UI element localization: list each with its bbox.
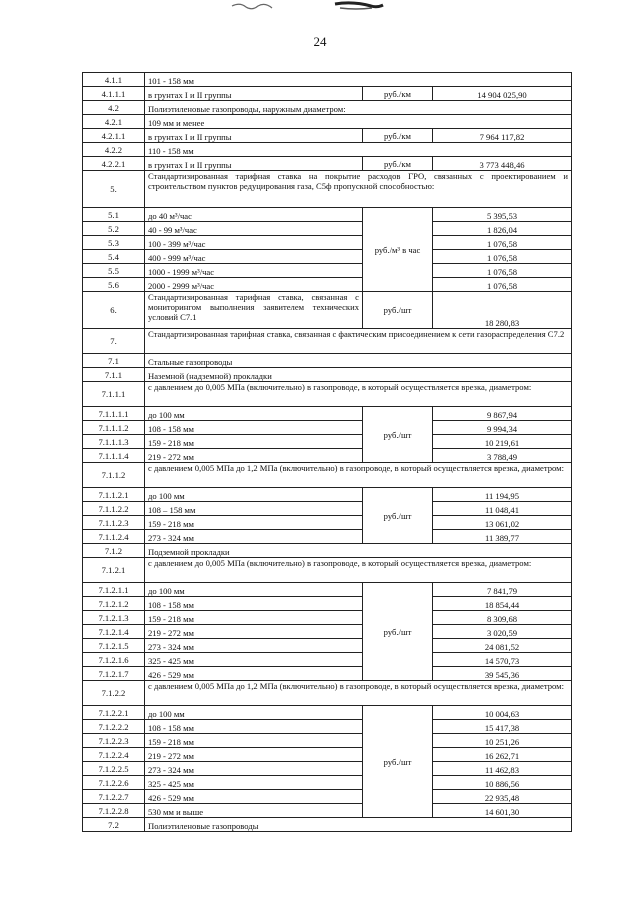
row-description: 159 - 218 мм — [145, 611, 363, 625]
row-description: 159 - 218 мм — [145, 435, 363, 449]
table-row — [83, 762, 572, 776]
row-number: 7.1 — [83, 354, 145, 368]
row-value: 3 773 448,46 — [433, 157, 572, 171]
table-row — [83, 639, 572, 653]
row-number: 7.1.2.1.7 — [83, 667, 145, 681]
table-row — [83, 115, 572, 129]
row-number: 7.1.2.2.3 — [83, 734, 145, 748]
table-row — [83, 583, 572, 597]
row-value: 8 309,68 — [433, 611, 572, 625]
table-row — [83, 421, 572, 435]
table-row — [83, 544, 572, 558]
table-row — [83, 208, 572, 222]
row-description: с давлением до 0,005 МПа (включительно) в газопроводе, в который осуществляется врезка, диаметром: — [145, 382, 572, 407]
table-row — [83, 502, 572, 516]
row-number: 5.5 — [83, 264, 145, 278]
row-number: 5.2 — [83, 222, 145, 236]
row-value: 10 251,26 — [433, 734, 572, 748]
table-row — [83, 706, 572, 720]
row-value: 1 076,58 — [433, 278, 572, 292]
row-description: 219 - 272 мм — [145, 449, 363, 463]
row-description: в грунтах I и II группы — [145, 129, 363, 143]
row-number: 7.1.1.1.1 — [83, 407, 145, 421]
row-number: 4.2 — [83, 101, 145, 115]
row-value: 11 194,95 — [433, 488, 572, 502]
row-description: 219 - 272 мм — [145, 748, 363, 762]
row-number: 7.1.2.1 — [83, 558, 145, 583]
row-description: с давлением до 0,005 МПа (включительно) в газопроводе, в который осуществляется врезка, диаметром: — [145, 558, 572, 583]
row-number: 7.1.2.2.4 — [83, 748, 145, 762]
row-description: 159 - 218 мм — [145, 734, 363, 748]
row-description: 109 мм и менее — [145, 115, 572, 129]
row-number: 7.1.1.2.2 — [83, 502, 145, 516]
row-number: 5.4 — [83, 250, 145, 264]
row-value: 13 061,02 — [433, 516, 572, 530]
row-value: 5 395,53 — [433, 208, 572, 222]
row-description: Стальные газопроводы — [145, 354, 572, 368]
row-description: до 100 мм — [145, 407, 363, 421]
table-row — [83, 73, 572, 87]
row-description: до 100 мм — [145, 583, 363, 597]
row-number: 7.1.2.1.1 — [83, 583, 145, 597]
row-description: 219 - 272 мм — [145, 625, 363, 639]
row-number: 7.1.1.2.1 — [83, 488, 145, 502]
row-description: 400 - 999 м³/час — [145, 250, 363, 264]
row-number: 7.1.2.2.8 — [83, 804, 145, 818]
table-row — [83, 87, 572, 101]
row-unit: руб./км — [363, 87, 433, 101]
row-description: 530 мм и выше — [145, 804, 363, 818]
row-description: 100 - 399 м³/час — [145, 236, 363, 250]
row-unit: руб./шт — [363, 488, 433, 544]
row-description: 426 - 529 мм — [145, 790, 363, 804]
row-number: 4.1.1 — [83, 73, 145, 87]
row-number: 5.1 — [83, 208, 145, 222]
row-description: 325 - 425 мм — [145, 653, 363, 667]
row-value: 1 076,58 — [433, 236, 572, 250]
row-value: 11 462,83 — [433, 762, 572, 776]
row-unit: руб./шт — [363, 292, 433, 329]
row-description: Стандартизированная тарифная ставка на покрытие расходов ГРО, связанных с проектированием и строительством пунктов редуцирования газа, С5ф пропускной способностью: — [145, 171, 572, 208]
row-description: 1000 - 1999 м³/час — [145, 264, 363, 278]
row-number: 7.1.1.2 — [83, 463, 145, 488]
row-description: 273 - 324 мм — [145, 639, 363, 653]
row-value: 10 886,56 — [433, 776, 572, 790]
row-description: в грунтах I и II группы — [145, 157, 363, 171]
table-row — [83, 625, 572, 639]
tariff-table — [82, 72, 572, 832]
table-row — [83, 264, 572, 278]
scan-artifact — [0, 0, 640, 20]
row-value: 16 262,71 — [433, 748, 572, 762]
row-description: 108 - 158 мм — [145, 421, 363, 435]
table-row — [83, 667, 572, 681]
table-row — [83, 129, 572, 143]
table-row — [83, 463, 572, 488]
table-row — [83, 818, 572, 832]
row-description: 159 - 218 мм — [145, 516, 363, 530]
row-number: 4.2.2 — [83, 143, 145, 157]
row-description: 110 - 158 мм — [145, 143, 572, 157]
row-description: в грунтах I и II группы — [145, 87, 363, 101]
table-row — [83, 597, 572, 611]
row-description: Подземной прокладки — [145, 544, 572, 558]
table-row — [83, 292, 572, 329]
row-number: 7.1.1.2.4 — [83, 530, 145, 544]
table-row — [83, 516, 572, 530]
row-value: 3 020,59 — [433, 625, 572, 639]
table-row — [83, 530, 572, 544]
table-row — [83, 435, 572, 449]
row-description: с давлением 0,005 МПа до 1,2 МПа (включительно) в газопроводе, в который осуществляется врезка, диаметром: — [145, 463, 572, 488]
table-row — [83, 250, 572, 264]
row-number: 7.1.2.2.6 — [83, 776, 145, 790]
row-value: 7 964 117,82 — [433, 129, 572, 143]
row-number: 7.2 — [83, 818, 145, 832]
row-number: 7.1.1.1.2 — [83, 421, 145, 435]
row-value: 1 076,58 — [433, 250, 572, 264]
table-row — [83, 611, 572, 625]
row-value: 39 545,36 — [433, 667, 572, 681]
row-description: 101 - 158 мм — [145, 73, 572, 87]
table-row — [83, 681, 572, 706]
row-description: Полиэтиленовые газопроводы, наружным диаметром: — [145, 101, 572, 115]
row-description: 426 - 529 мм — [145, 667, 363, 681]
table-row — [83, 407, 572, 421]
table-row — [83, 222, 572, 236]
row-number: 7.1.2.2.7 — [83, 790, 145, 804]
row-number: 7.1.2.2.2 — [83, 720, 145, 734]
row-value: 22 935,48 — [433, 790, 572, 804]
row-number: 7.1.2.1.5 — [83, 639, 145, 653]
row-number: 7.1.2.1.2 — [83, 597, 145, 611]
row-value: 14 904 025,90 — [433, 87, 572, 101]
row-description: Стандартизированная тарифная ставка, связанная с фактическим присоединением к сети газораспределения С7.2 — [145, 329, 572, 354]
row-value: 7 841,79 — [433, 583, 572, 597]
row-number: 7.1.1.1.4 — [83, 449, 145, 463]
row-value: 3 788,49 — [433, 449, 572, 463]
row-description: 273 - 324 мм — [145, 530, 363, 544]
row-number: 7.1.1.1 — [83, 382, 145, 407]
table-row — [83, 790, 572, 804]
row-number: 7.1.2.2.5 — [83, 762, 145, 776]
row-description: 108 - 158 мм — [145, 597, 363, 611]
table-row — [83, 558, 572, 583]
row-number: 5.3 — [83, 236, 145, 250]
row-number: 7.1.2.1.4 — [83, 625, 145, 639]
row-number: 7. — [83, 329, 145, 354]
row-description: 108 – 158 мм — [145, 502, 363, 516]
table-row — [83, 101, 572, 115]
row-number: 7.1.2.2 — [83, 681, 145, 706]
row-unit: руб./км — [363, 157, 433, 171]
table-row — [83, 236, 572, 250]
row-unit: руб./м³ в час — [363, 208, 433, 292]
row-number: 7.1.2 — [83, 544, 145, 558]
row-unit: руб./шт — [363, 583, 433, 681]
row-value: 10 219,61 — [433, 435, 572, 449]
table-row — [83, 143, 572, 157]
row-description: 40 - 99 м³/час — [145, 222, 363, 236]
row-number: 4.2.1.1 — [83, 129, 145, 143]
row-description: 2000 - 2999 м³/час — [145, 278, 363, 292]
table-row — [83, 354, 572, 368]
row-value: 18 854,44 — [433, 597, 572, 611]
table-row — [83, 748, 572, 762]
row-number: 7.1.2.1.6 — [83, 653, 145, 667]
row-value: 10 004,63 — [433, 706, 572, 720]
table-row — [83, 382, 572, 407]
row-value: 11 389,77 — [433, 530, 572, 544]
table-row — [83, 653, 572, 667]
table-row — [83, 157, 572, 171]
row-number: 5. — [83, 171, 145, 208]
row-description: 108 - 158 мм — [145, 720, 363, 734]
row-number: 7.1.1 — [83, 368, 145, 382]
row-description: Полиэтиленовые газопроводы — [145, 818, 572, 832]
table-row — [83, 734, 572, 748]
table-row — [83, 804, 572, 818]
table-row — [83, 329, 572, 354]
row-number: 6. — [83, 292, 145, 329]
row-number: 4.2.2.1 — [83, 157, 145, 171]
row-value: 18 280,83 — [433, 292, 572, 329]
row-description: 273 - 324 мм — [145, 762, 363, 776]
row-value: 24 081,52 — [433, 639, 572, 653]
table-row — [83, 488, 572, 502]
row-number: 7.1.1.2.3 — [83, 516, 145, 530]
row-value: 1 076,58 — [433, 264, 572, 278]
row-number: 4.1.1.1 — [83, 87, 145, 101]
row-number: 5.6 — [83, 278, 145, 292]
row-description: до 40 м³/час — [145, 208, 363, 222]
row-unit: руб./км — [363, 129, 433, 143]
row-description: до 100 мм — [145, 488, 363, 502]
table-row — [83, 720, 572, 734]
row-description: до 100 мм — [145, 706, 363, 720]
row-description: Наземной (надземной) прокладки — [145, 368, 572, 382]
row-description: 325 - 425 мм — [145, 776, 363, 790]
table-row — [83, 368, 572, 382]
row-value: 11 048,41 — [433, 502, 572, 516]
row-number: 7.1.2.1.3 — [83, 611, 145, 625]
row-value: 1 826,04 — [433, 222, 572, 236]
row-unit: руб./шт — [363, 407, 433, 463]
row-value: 14 601,30 — [433, 804, 572, 818]
table-row — [83, 449, 572, 463]
table-row — [83, 776, 572, 790]
row-number: 7.1.2.2.1 — [83, 706, 145, 720]
row-number: 4.2.1 — [83, 115, 145, 129]
row-number: 7.1.1.1.3 — [83, 435, 145, 449]
row-value: 15 417,38 — [433, 720, 572, 734]
row-unit: руб./шт — [363, 706, 433, 818]
row-description: Стандартизированная тарифная ставка, связанная с мониторингом выполнения заявителем технических условий С7.1 — [145, 292, 363, 329]
row-value: 14 570,73 — [433, 653, 572, 667]
page-number: 24 — [313, 34, 327, 49]
table-row — [83, 278, 572, 292]
row-description: с давлением 0,005 МПа до 1,2 МПа (включительно) в газопроводе, в который осуществляется врезка, диаметром: — [145, 681, 572, 706]
row-value: 9 867,94 — [433, 407, 572, 421]
row-value: 9 994,34 — [433, 421, 572, 435]
table-row — [83, 171, 572, 208]
